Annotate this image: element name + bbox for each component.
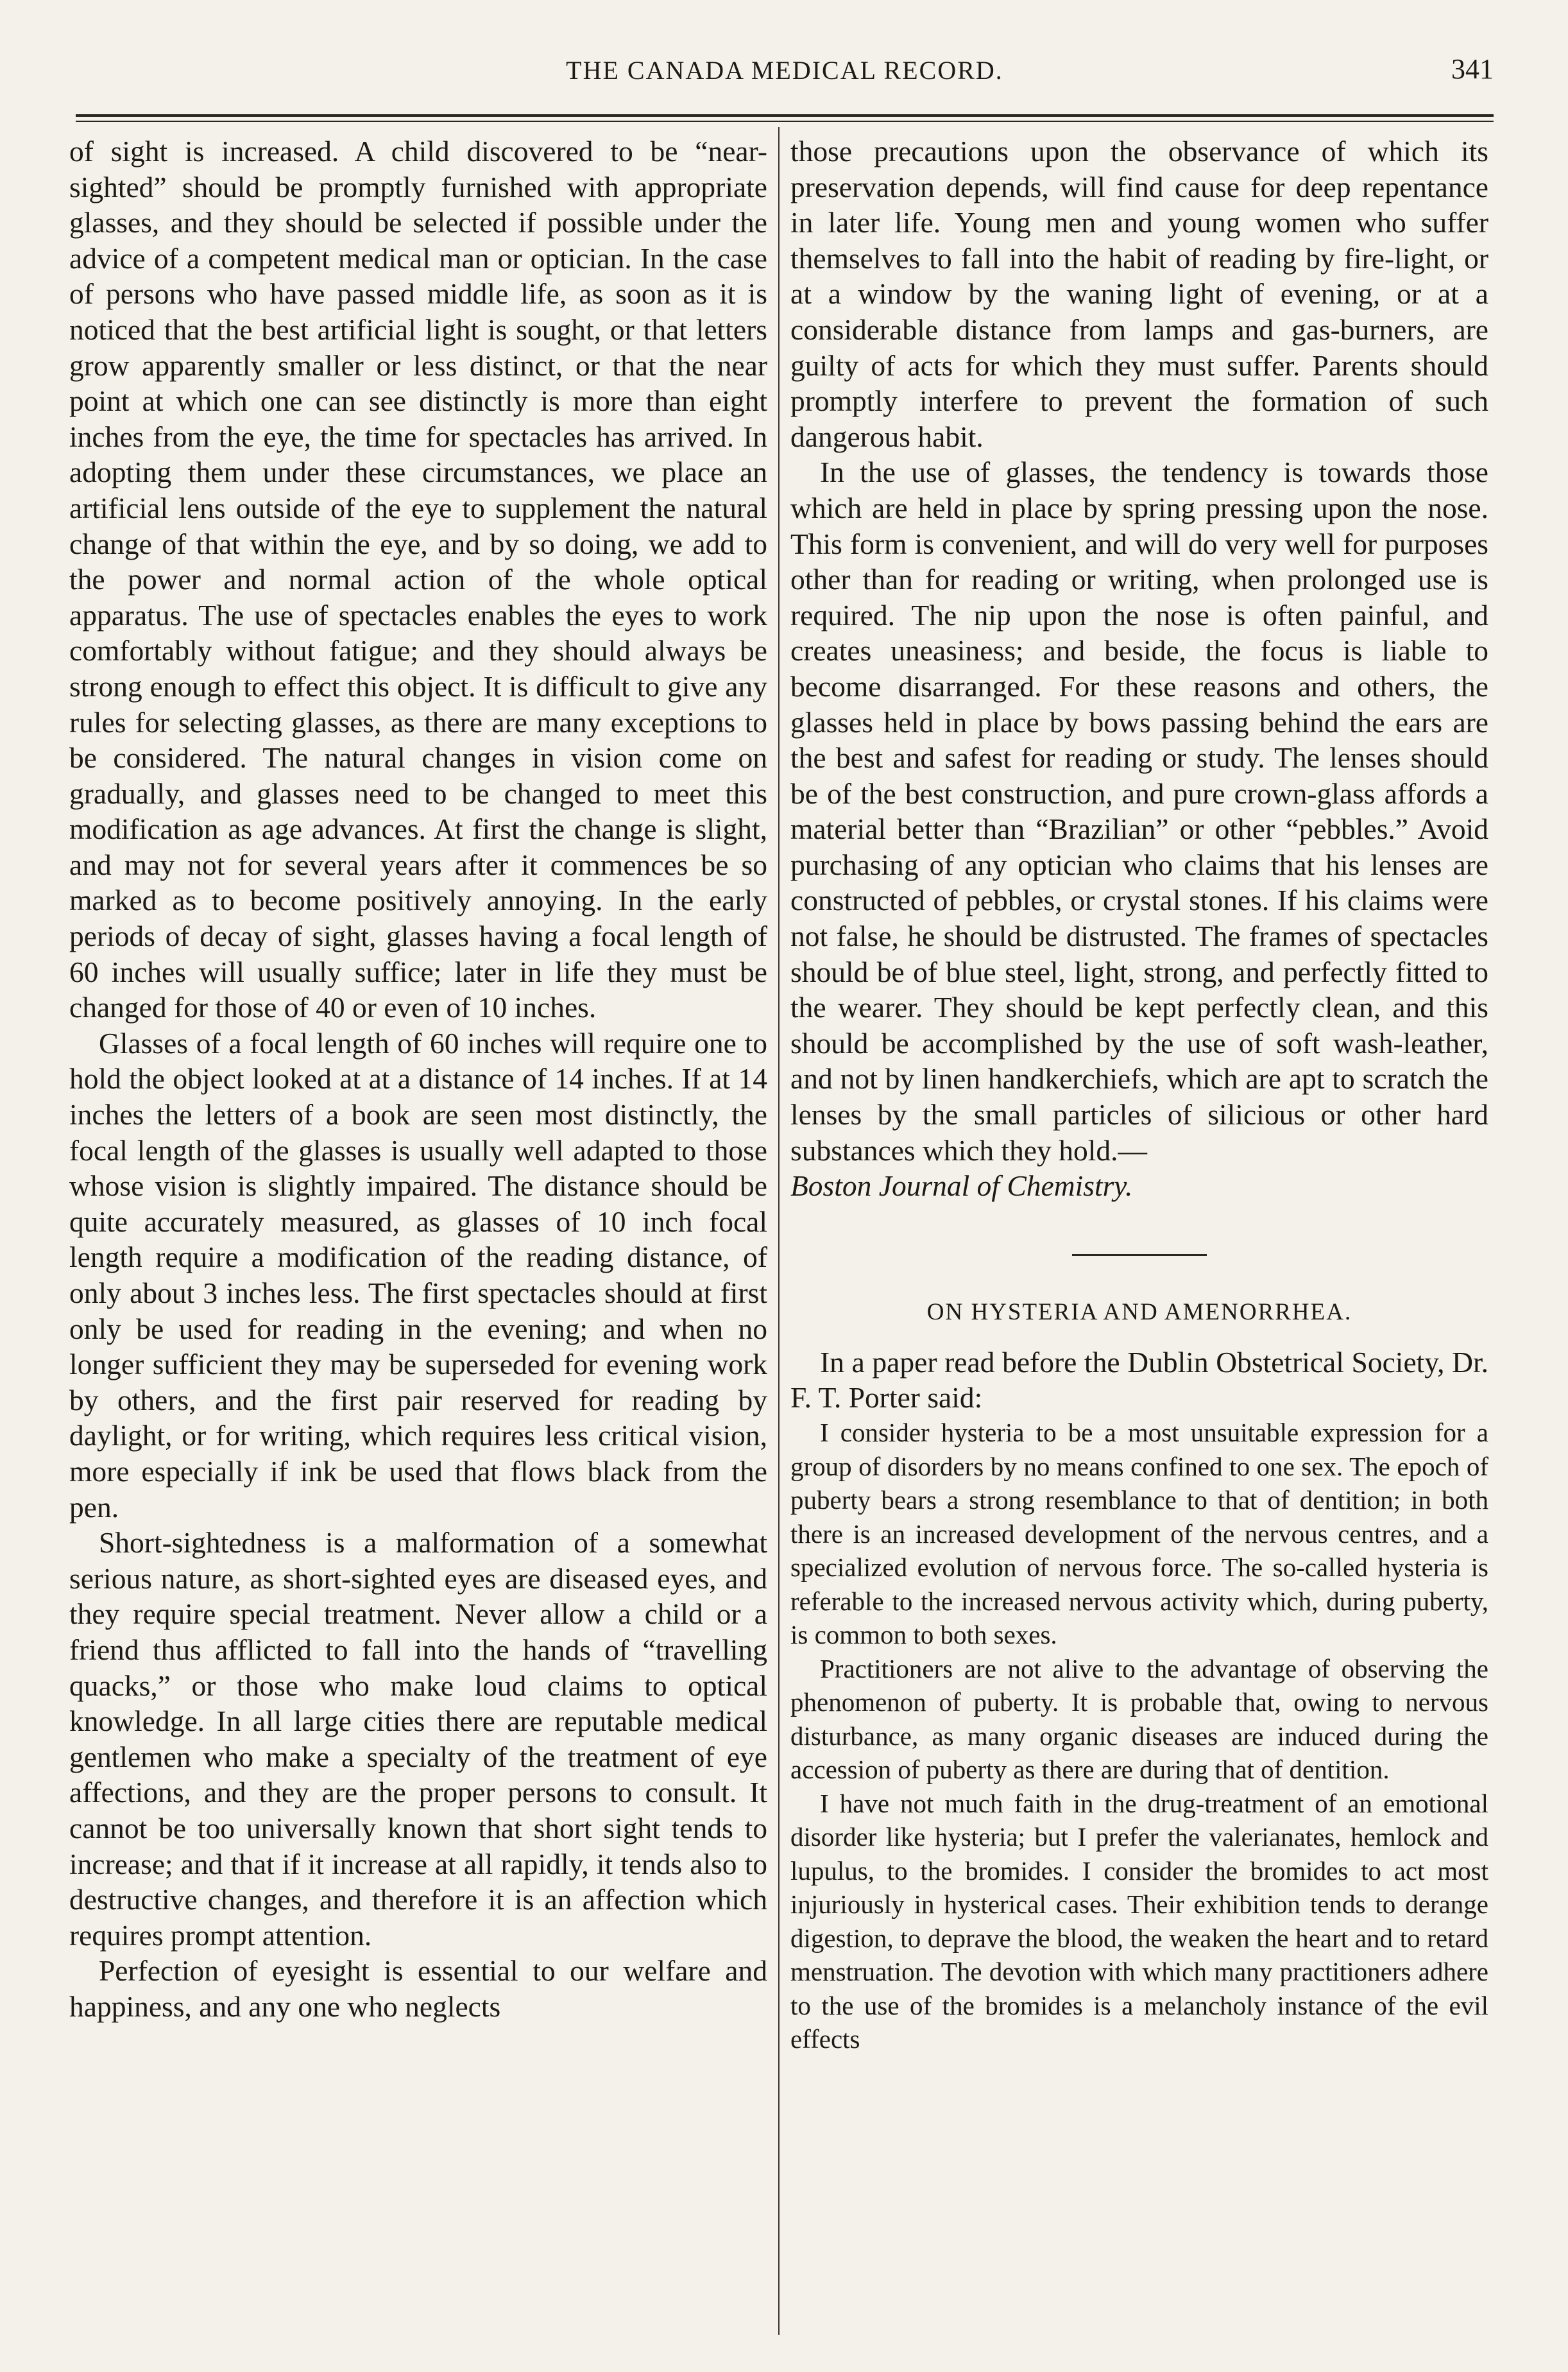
article-source: Boston Journal of Chemistry. <box>790 1169 1133 1203</box>
paragraph: In a paper read before the Dublin Obstetrical Society, Dr. F. T. Porter said: <box>790 1345 1488 1414</box>
paragraph: of sight is increased. A child discovered to be “near-sighted” should be promptly furnished with appropriate glasses, and they should be selected if possible under the advice of a competent medical man or optician. In the case of persons who have passed middle life, as soon as it is noticed that the best artificial light is sought, or that letters grow apparently smaller or less distinct, or that the near point at which one can see distinctly is more than eight inches from the eye, the time for spectacles has arrived. In adopting them under these circumstances, we place an artificial lens outside of the eye to supplement the natural change of that within the eye, and by so doing, we add to the power and normal action of the whole optical apparatus. The use of spectacles enables the eyes to work comfortably without fatigue; and they should always be strong enough to effect this object. It is difficult to give any rules for selecting glasses, as there are many exceptions to be considered. The natural changes in vision come on gradually, and glasses need to be changed to meet this modification as age advances. At first the change is slight, and may not for several years after it commences be so marked as to become positively annoying. In the early periods of decay of sight, glasses having a focal length of 60 inches will usually suffice; later in life they must be changed for those of 40 or even of 10 inches. <box>69 135 767 1024</box>
header-rule <box>76 114 1494 117</box>
paragraph: those precautions upon the observance of which its preservation depends, will find cause for deep repentance in later life. Young men and young women who suffer themselves to fall into the habit of reading by fire-light, or at a window by the waning light of evening, or at a considerable distance from lamps and gas-burners, are guilty of acts for which they must suffer. Parents should promptly interfere to prevent the formation of such dangerous habit. <box>790 135 1488 453</box>
paragraph: I have not much faith in the drug-treatment of an emotional disorder like hysteria; but I prefer the valerianates, hemlock and lupulus, to the bromides. I consider the bromides to act most injuriously in hysterical cases. Their exhibition tends to derange digestion, to deprave the blood, the weaken the heart and to retard menstruation. The devotion with which many practitioners adhere to the use of the bromides is a melancholy instance of the evil effects <box>790 1788 1488 2054</box>
paragraph: Glasses of a focal length of 60 inches will require one to hold the object looked at at a distance of 14 inches. If at 14 inches the letters of a book are seen most distinctly, the focal length of the glasses is usually well adapted to those whose vision is slightly impaired. The distance should be quite accurately measured, as glasses of 10 inch focal length require a modification of the reading distance, of only about 3 inches less. The first spectacles should at first only be used for reading in the evening; and when no longer sufficient they may be superseded for evening work by others, and the first pair reserved for reading by daylight, or for writing, which requires less critical vision, more especially if ink be used that flows black from the pen. <box>69 1026 767 1524</box>
paragraph: I consider hysteria to be a most unsuitable expression for a group of disorders by no means confined to one sex. The epoch of puberty bears a strong resemblance to that of dentition; in both there is an increased development of the nervous centres, and a specialized evolution of nervous force. The so-called hysteria is referable to the increased nervous activity which, during puberty, is common to both sexes. <box>790 1418 1488 1649</box>
column-divider <box>778 127 780 2335</box>
paragraph: Practitioners are not alive to the advantage of observing the phenomenon of puberty. It is probable that, owing to nervous disturbance, as many organic diseases are induced during the accession of puberty as there are during that of dentition. <box>790 1653 1488 1784</box>
paragraph: In the use of glasses, the tendency is towards those which are held in place by spring pressing upon the nose. This form is convenient, and will do very well for purposes other than for reading or writing, when prolonged use is required. The nip upon the nose is often painful, and creates uneasiness; and beside, the focus is liable to become disarranged. For these reasons and others, the glasses held in place by bows passing behind the ears are the best and safest for reading or study. The lenses should be of the best construction, and pure crown-glass affords a material better than “Brazilian” or other “pebbles.” Avoid purchasing of any optician who claims that his lenses are constructed of pebbles, or crystal stones. If his claims were not false, he should be distrusted. The frames of spectacles should be of blue steel, light, strong, and perfectly fitted to the wearer. They should be kept perfectly clean, and this should be accomplished by the use of soft wash-leather, and not by linen handkerchiefs, which are apt to scratch the lenses by the small particles of silicious or other hard substances which they hold.— <box>790 456 1488 1167</box>
journal-title: THE CANADA MEDICAL RECORD. <box>566 56 1003 85</box>
paragraph: Short-sightedness is a malformation of a somewhat serious nature, as short-sighted eyes are diseased eyes, and they require special treatment. Never allow a child or a friend thus afflicted to fall into the hands of “travelling quacks,” or those who make loud claims to optical knowledge. In all large cities there are reputable medical gentlemen who make a specialty of the treatment of eye affections, and they are the proper persons to consult. It cannot be too universally known that short sight tends to increase; and that if it increase at all rapidly, it tends also to destructive changes, and therefore it is an affection which requires prompt attention. <box>69 1526 767 1952</box>
left-column <box>69 133 767 2024</box>
right-column <box>790 133 1488 2056</box>
page-header <box>76 53 1494 104</box>
page-number: 341 <box>1451 53 1494 85</box>
paragraph: Perfection of eyesight is essential to our welfare and happiness, and any one who neglects <box>69 1954 767 2023</box>
section-divider <box>1072 1254 1207 1256</box>
header-rule-secondary <box>76 121 1494 122</box>
section-heading: ON HYSTERIA AND AMENORRHEA. <box>926 1298 1352 1325</box>
